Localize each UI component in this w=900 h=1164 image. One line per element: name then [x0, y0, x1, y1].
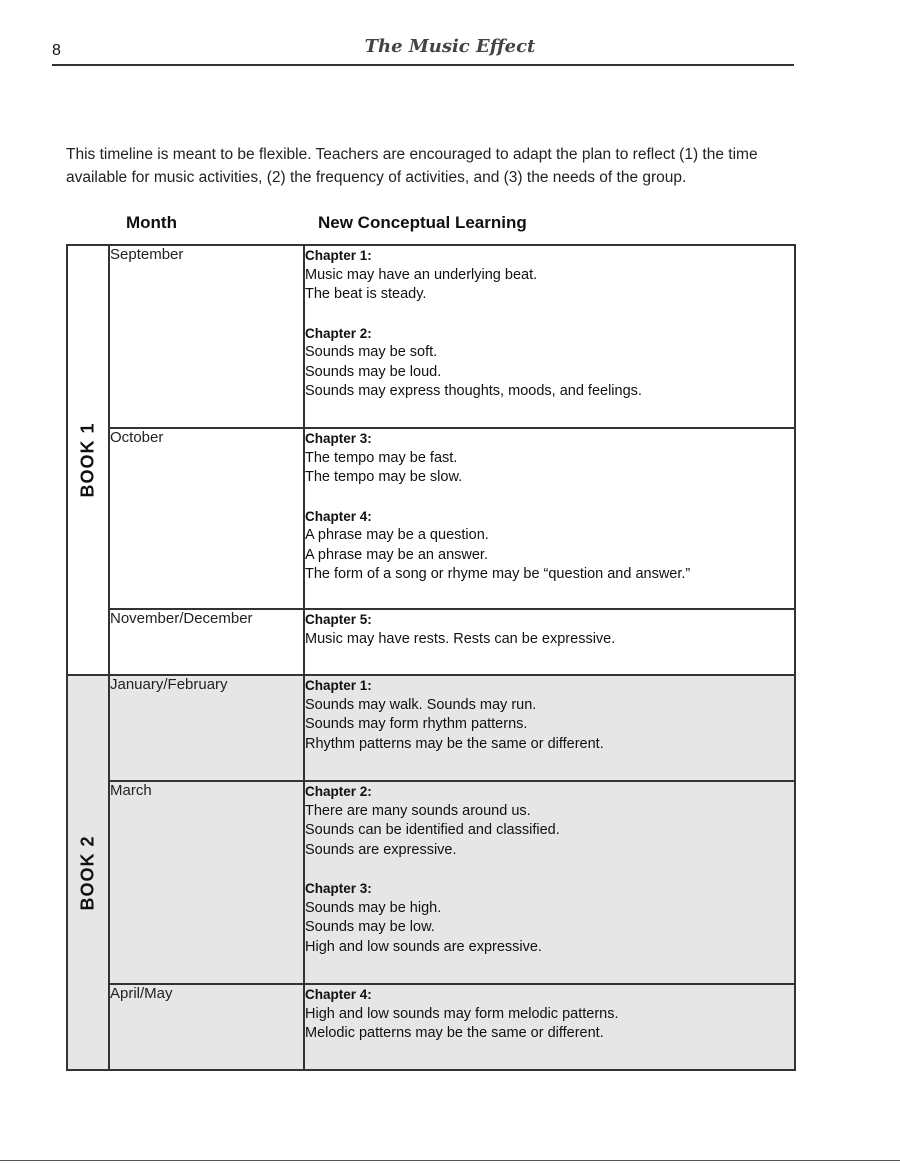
chapter-title: Chapter 3: [305, 431, 372, 446]
book-cell [67, 675, 109, 1070]
concept-line: Sounds are expressive. [305, 841, 457, 858]
chapter-title: Chapter 3: [305, 881, 372, 896]
chapter-block [305, 429, 794, 488]
concept-line: Rhythm patterns may be the same or different. [305, 735, 604, 752]
concept-line: Sounds may walk. Sounds may run. [305, 696, 537, 713]
concept-line: Music may have rests. Rests can be expressive. [305, 630, 616, 647]
concept-line: The tempo may be slow. [305, 469, 463, 485]
concept-line: Sounds may form rhythm patterns. [305, 716, 528, 732]
chapter-block [305, 324, 794, 402]
concept-line: The tempo may be fast. [305, 449, 458, 466]
table-row [67, 781, 795, 984]
book-cell [67, 245, 109, 675]
header-rule [52, 64, 794, 66]
concept-line: Sounds may be low. [305, 919, 435, 935]
learning-cell [304, 245, 795, 428]
concept-line: High and low sounds are expressive. [305, 938, 542, 955]
month-cell: November/December [109, 609, 304, 675]
learning-cell [304, 675, 795, 781]
table-row [67, 984, 795, 1070]
chapter-title: Chapter 4: [305, 987, 372, 1002]
chapter-title: Chapter 4: [305, 508, 372, 524]
learning-cell [304, 609, 795, 675]
month-cell: October [109, 428, 304, 609]
concept-line: A phrase may be a question. [305, 527, 489, 543]
chapter-title: Chapter 5: [305, 612, 372, 627]
chapter-title: Chapter 2: [305, 784, 372, 799]
table-row [67, 675, 795, 781]
learning-cell [304, 781, 795, 984]
month-cell: January/February [109, 675, 304, 781]
learning-cell [304, 984, 795, 1070]
month-cell: March [109, 781, 304, 984]
concept-line: A phrase may be an answer. [305, 546, 488, 563]
concept-line: Sounds may be loud. [305, 363, 442, 380]
book-label: BOOK 1 [77, 422, 98, 498]
chapter-block [305, 782, 794, 860]
table-row [67, 428, 795, 609]
concept-line: There are many sounds around us. [305, 802, 531, 819]
chapter-block [305, 507, 794, 585]
chapter-title: Chapter 2: [305, 325, 372, 341]
concept-line: Sounds may express thoughts, moods, and feelings. [305, 383, 642, 399]
bottom-rule [0, 1160, 900, 1161]
learning-cell [304, 428, 795, 609]
chapter-block [305, 246, 794, 305]
chapter-block [305, 676, 794, 754]
timeline-table [66, 244, 796, 1071]
concept-line: The form of a song or rhyme may be “question and answer.” [305, 566, 691, 582]
month-cell: September [109, 245, 304, 428]
concept-line: Sounds can be identified and classified. [305, 822, 560, 838]
concept-line: Sounds may be high. [305, 899, 442, 916]
table-row [67, 609, 795, 675]
book-label: BOOK 2 [77, 834, 98, 911]
page-number: 8 [52, 42, 61, 59]
month-column-header: Month [126, 213, 177, 232]
chapter-block [305, 610, 794, 649]
chapter-title: Chapter 1: [305, 248, 372, 263]
concept-line: Melodic patterns may be the same or different. [305, 1025, 604, 1041]
concept-line: Music may have an underlying beat. [305, 266, 538, 283]
chapter-title: Chapter 1: [305, 678, 372, 693]
chapter-block [305, 879, 794, 957]
running-title: The Music Effect [364, 36, 536, 57]
intro-paragraph: This timeline is meant to be flexible. Teachers are encouraged to adapt the plan to reflect (1) the time available for music activities, (2) the frequency of activities, and (3) the needs of the group. [66, 145, 758, 186]
concept-line: The beat is steady. [305, 286, 427, 302]
concept-line: Sounds may be soft. [305, 344, 438, 360]
concept-line: High and low sounds may form melodic patterns. [305, 1005, 619, 1022]
table-row [67, 245, 795, 428]
learning-column-header: New Conceptual Learning [318, 213, 527, 232]
chapter-block [305, 985, 794, 1044]
month-cell: April/May [109, 984, 304, 1070]
